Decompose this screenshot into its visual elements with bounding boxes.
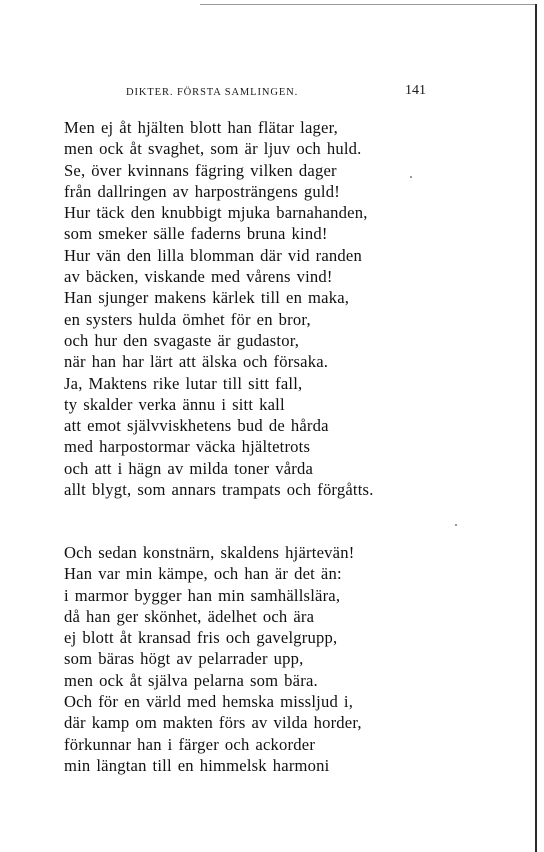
poem-line: att emot självviskhetens bud de hårda [64, 416, 329, 436]
poem-line: Ja, Maktens rike lutar till sitt fall, [64, 373, 303, 393]
poem-line: och hur den svagaste är gudastor, [64, 330, 300, 350]
poem-line: som bäras högt av pelarrader upp, [64, 649, 304, 669]
poem-line: Han var min kämpe, och han är det än: [64, 564, 342, 584]
poem-line: Hur vän den lilla blomman där vid randen [64, 245, 362, 265]
poem-line: allt blygt, som annars trampats och förgåtts. [64, 480, 374, 500]
poem-line: men ock åt svaghet, som är ljuv och huld. [64, 139, 362, 159]
poem-line: ej blott åt kransad fris och gavelgrupp, [64, 628, 338, 648]
running-head [126, 83, 426, 101]
page-right-edge [535, 4, 537, 852]
poem-line: som smeker sälle faderns bruna kind! [64, 224, 328, 244]
poem-stanza [64, 542, 504, 776]
page-top-edge [200, 4, 536, 5]
poem-line: Han sjunger makens kärlek till en maka, [64, 288, 350, 308]
poem-stanza [64, 117, 504, 500]
poem-line: min längtan till en himmelsk harmoni [64, 755, 330, 775]
poem-line: av bäcken, viskande med vårens vind! [64, 267, 333, 287]
poem-line: Hur täck den knubbigt mjuka barnahanden, [64, 203, 368, 223]
poem-line: ty skalder verka ännu i sitt kall [64, 394, 285, 414]
poem-line: förkunnar han i färger och ackorder [64, 734, 316, 754]
page-number: 141 [405, 83, 426, 98]
running-title: DIKTER. FÖRSTA SAMLINGEN. [126, 87, 299, 98]
poem-line: då han ger skönhet, ädelhet och ära [64, 606, 315, 626]
poem-line: Men ej åt hjälten blott han flätar lager, [64, 118, 338, 137]
poem-line: en systers hulda ömhet för en bror, [64, 309, 311, 329]
poem-line: Och sedan konstnärn, skaldens hjärtevän! [64, 543, 355, 562]
poem-line: från dallringen av harposträngens guld! [64, 181, 340, 201]
poem-line: när han har lärt att älska och försaka. [64, 352, 329, 372]
poem-line: men ock åt själva pelarna som bära. [64, 670, 318, 690]
poem-line: och att i hägn av milda toner vårda [64, 458, 314, 478]
poem-line: Se, över kvinnans fägring vilken dager [64, 160, 337, 180]
print-speck [455, 524, 457, 526]
poem-line: med harpostormar väcka hjältetrots [64, 437, 311, 457]
print-speck [410, 176, 412, 178]
poem-line: Och för en värld med hemska missljud i, [64, 692, 354, 712]
poem-line: där kamp om makten förs av vilda horder, [64, 713, 362, 733]
poem-line: i marmor bygger han min samhällslära, [64, 585, 341, 605]
